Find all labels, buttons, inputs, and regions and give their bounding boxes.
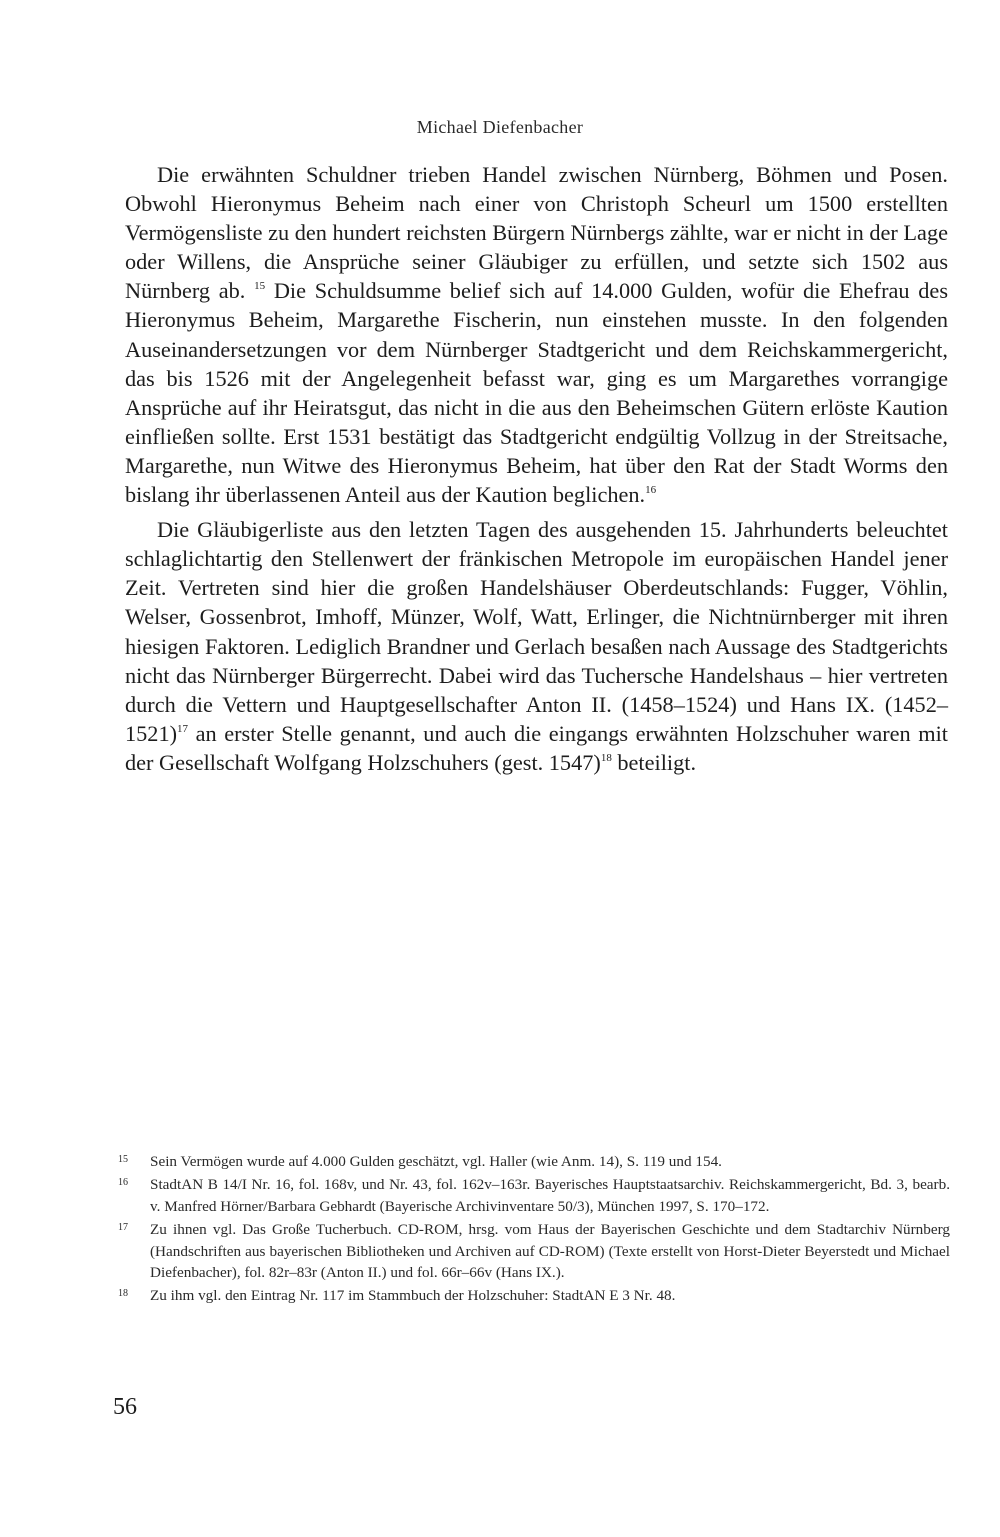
paragraph-1-text-a: Die erwähnten Schuldner trieben Handel zwischen Nürnberg, Böhmen und Posen. Obwohl Hieronymus Beheim nach einer von Christoph Scheurl um 1500 erstellten Vermögensliste zu den hundert reichsten Bürgern Nürnbergs zählte, war er nicht in der Lage oder Willens, die Ansprüche seiner Gläubiger zu erfüllen, und setzte sich 1502 aus Nürnberg ab. — [125, 162, 948, 304]
footnote-number: 17 — [118, 1222, 128, 1234]
footnote-number: 18 — [118, 1288, 128, 1300]
footnote-18 — [118, 1285, 950, 1306]
paragraph-2 — [125, 515, 948, 777]
paragraph-1 — [125, 160, 948, 509]
paragraph-2-text-c: beteiligt. — [611, 749, 697, 775]
footnote-ref-16[interactable]: 16 — [645, 484, 657, 497]
footnote-15 — [118, 1151, 950, 1172]
footnote-text: Zu ihm vgl. den Eintrag Nr. 117 im Stammbuch der Holzschuher: StadtAN E 3 Nr. 48. — [150, 1287, 676, 1305]
footnote-ref-18[interactable]: 18 — [600, 751, 612, 764]
footnote-ref-15[interactable]: 15 — [254, 280, 266, 293]
running-head: Michael Diefenbacher — [416, 117, 584, 137]
paragraph-2-text-a: Die Gläubigerliste aus den letzten Tagen des ausgehenden 15. Jahrhunderts beleuchtet schlaglichtartig den Stellenwert der fränkischen Metropole im europäischen Handel jener Zeit. Vertreten sind hier die großen Handelshäuser Oberdeutschlands: Fugger, Vöhlin, Welser, Gossenbrot, Imhoff, Münzer, Wolf, Watt, Erlinger, die Nichtnürnberger mit ihren hiesigen Faktoren. Lediglich Brandner und Gerlach besaßen nach Aussage des Stadtgerichts nicht das Nürnberger Bürgerrecht. Dabei wird das Tuchersche Handelshaus – hier vertreten durch die Vettern und Hauptgesellschafter Anton II. (1458–1524) und Hans IX. (1452–1521) — [125, 517, 948, 746]
footnote-number: 15 — [118, 1154, 128, 1165]
paragraph-1-text-b: Die Schuldsumme belief sich auf 14.000 Gulden, wofür die Ehefrau des Hieronymus Beheim, Margarethe Fischerin, nun einstehen musste. In den folgenden Auseinandersetzungen vor dem Nürnberger Stadtgericht und dem Reichskammergericht, das bis 1526 mit der Angelegenheit befasst war, ging es um Margarethes vorrangige Ansprüche auf ihr Heiratsgut, das nicht in die aus den Beheimschen Gütern erlöste Kaution einfließen sollte. Erst 1531 bestätigt das Stadtgericht endgültig Vollzug in der Streitsache, Margarethe, nun Witwe des Hieronymus Beheim, hat über den Rat der Stadt Worms den bislang ihr überlassenen Anteil aus der Kaution beglichen. — [125, 278, 948, 508]
footnote-16 — [118, 1174, 950, 1217]
footnote-text: Sein Vermögen wurde auf 4.000 Gulden geschätzt, vgl. Haller (wie Anm. 14), S. 119 und 154. — [150, 1153, 722, 1170]
footnote-text: Zu ihnen vgl. Das Große Tucherbuch. CD-ROM, hrsg. vom Haus der Bayerischen Geschichte und dem Stadtarchiv Nürnberg (Handschriften aus bayerischen Bibliotheken und Archiven auf CD-ROM) (Texte erstellt von Horst-Dieter Beyerstedt und Michael Diefenbacher), fol. 82r–83r (Anton II.) und fol. 66r–66v (Hans IX.). — [150, 1221, 950, 1282]
footnote-17 — [118, 1219, 950, 1283]
page-number: 56 — [113, 1394, 137, 1420]
footnote-ref-17[interactable]: 17 — [177, 722, 189, 735]
body-text — [125, 160, 948, 777]
footnotes — [118, 1151, 950, 1309]
footnote-number: 16 — [118, 1177, 128, 1189]
paragraph-2-text-b: an erster Stelle genannt, und auch die eingangs erwähnten Holzschuher waren mit der Gesellschaft Wolfgang Holzschuhers (gest. 1547) — [125, 720, 948, 775]
footnote-text: StadtAN B 14/I Nr. 16, fol. 168v, und Nr. 43, fol. 162v–163r. Bayerisches Hauptstaatsarchiv. Reichskammergericht, Bd. 3, bearb. v. Manfred Hörner/Barbara Gebhardt (Bayerische Archivinventare 50/3), München 1997, S. 170–172. — [150, 1176, 950, 1215]
